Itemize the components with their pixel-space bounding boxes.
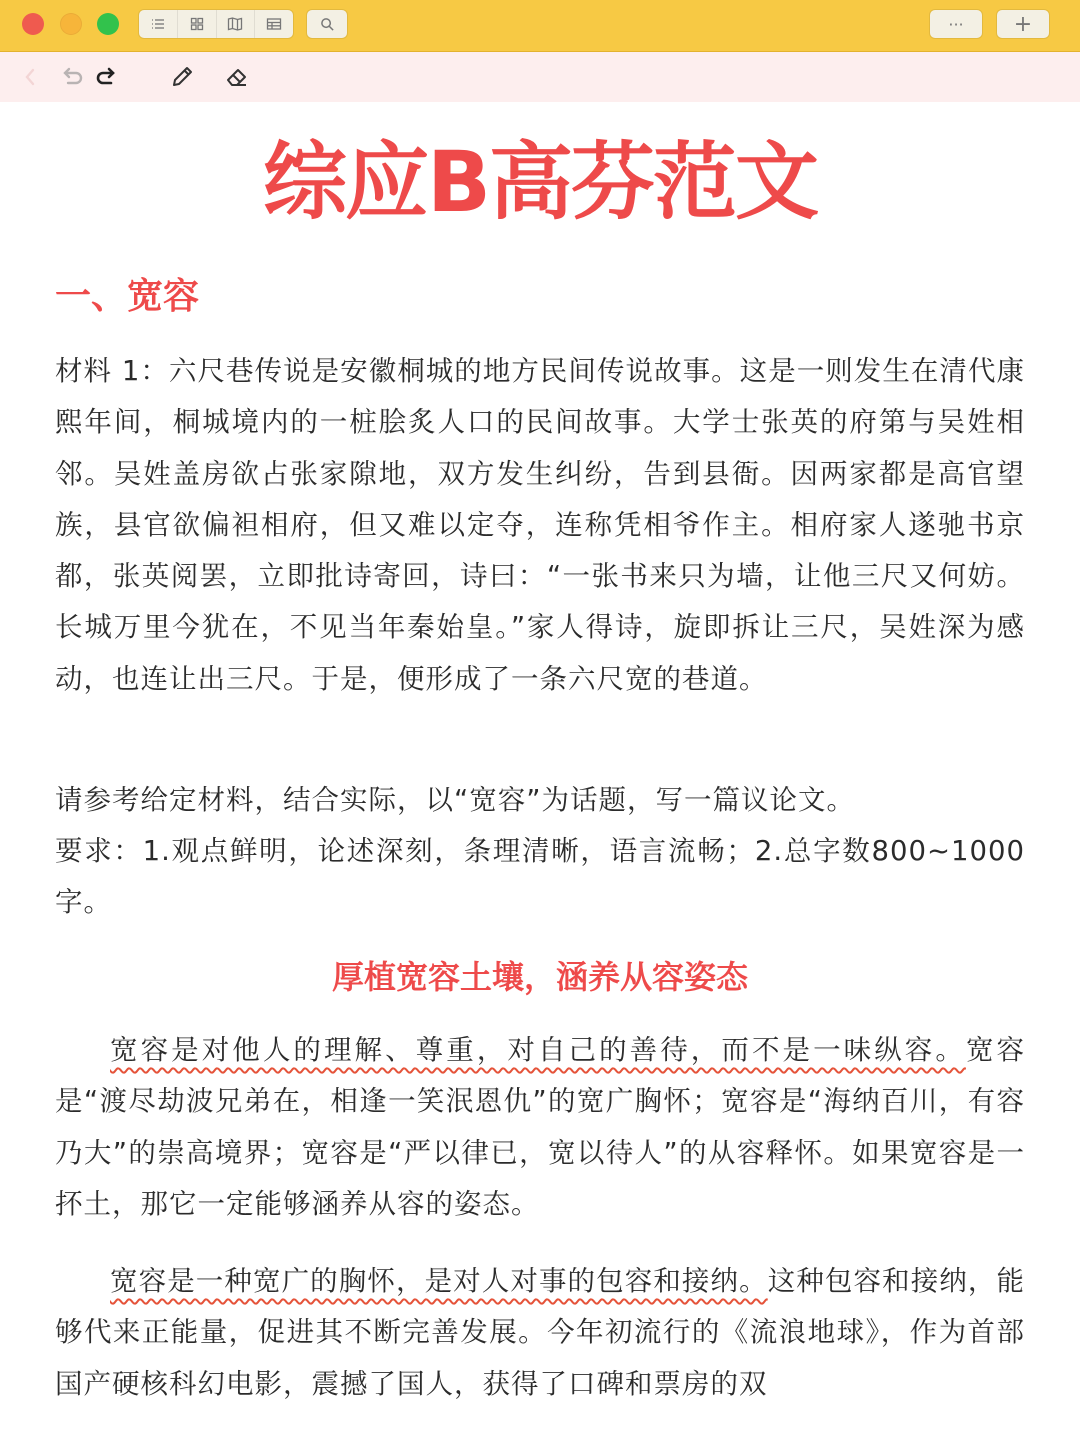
add-button[interactable] xyxy=(997,10,1049,38)
essay-title: 厚植宽容土壤，涵养从容姿态 xyxy=(331,958,748,996)
zoom-window-button[interactable] xyxy=(97,13,119,35)
underlined-sentence: 宽容是对他人的理解、尊重，对自己的善待，而不是一味纵容。 xyxy=(110,1034,966,1066)
paragraph-text: 宽容是“渡尽劫波兄弟在，相逢一笑泯恩仇”的宽广胸怀；宽容是“海纳百川，有容乃大”的崇高境界；宽容是“严以律已，宽以待人”的从容释怀。如果宽容是一抔土，那它一定能够涵养从容的姿态。 xyxy=(55,1034,1026,1220)
book-icon xyxy=(227,16,243,32)
pencil-icon xyxy=(169,64,195,90)
underlined-sentence: 宽容是一种宽广的胸怀，是对人对事的包容和接纳。 xyxy=(110,1265,768,1297)
more-options-button[interactable] xyxy=(930,10,982,38)
material-paragraph: 材料 1：六尺巷传说是安徽桐城的地方民间传说故事。这是一则发生在清代康熙年间，桐城境内的一桩脍炙人口的民间故事。大学士张英的府第与吴姓相邻。吴姓盖房欲占张家隙地，双方发生纠纷，告到县衙。因两家都是高官望族，县官欲偏袒相府，但又难以定夺，连称凭相爷作主。相府家人遂驰书京都，张英阅罢，立即批诗寄回，诗曰：“一张书来只为墙，让他三尺又何妨。长城万里今犹在，不见当年秦始皇。”家人得诗，旋即拆让三尺，吴姓深为感动，也连让出三尺。于是，便形成了一条六尺宽的巷道。 xyxy=(55,355,1025,695)
more-icon: ··· xyxy=(948,14,964,34)
close-window-button[interactable] xyxy=(22,13,44,35)
edit-toolbar xyxy=(0,52,1080,102)
paragraph-text: 这种包容和接纳，能够代来正能量，促进其不断完善发展。今年初流行的《流浪地球》，作为首部国产硬核科幻电影，震撼了国人，获得了口碑和票房的双 xyxy=(55,1265,1026,1400)
essay-paragraph-2 xyxy=(55,1256,1025,1410)
list-icon xyxy=(150,16,166,32)
view-mode-switcher xyxy=(139,10,293,38)
table-icon xyxy=(266,16,282,32)
table-view-button[interactable] xyxy=(255,10,293,38)
writing-prompt: 请参考给定材料，结合实际，以“宽容”为话题，写一篇议论文。 xyxy=(55,784,855,816)
back-button[interactable] xyxy=(18,64,44,90)
window-title-bar xyxy=(0,0,1080,52)
book-view-button[interactable] xyxy=(217,10,256,38)
back-icon xyxy=(18,64,44,90)
minimize-window-button[interactable] xyxy=(60,13,82,35)
undo-button[interactable] xyxy=(58,64,84,90)
list-view-button[interactable] xyxy=(139,10,178,38)
undo-icon xyxy=(58,64,84,90)
search-button[interactable] xyxy=(307,10,347,38)
grid-icon xyxy=(189,16,205,32)
eraser-tool-button[interactable] xyxy=(224,64,250,90)
writing-requirements: 要求：1.观点鲜明，论述深刻，条理清晰，语言流畅；2.总字数800~1000字。 xyxy=(55,835,1025,919)
redo-button[interactable] xyxy=(94,64,120,90)
document-title: 综应B高芬范文 xyxy=(262,133,818,231)
plus-icon: + xyxy=(1013,11,1033,37)
search-icon xyxy=(320,17,335,32)
section-heading: 一、宽容 xyxy=(55,276,200,317)
eraser-icon xyxy=(224,64,250,90)
essay-paragraph-1 xyxy=(55,1025,1025,1230)
grid-view-button[interactable] xyxy=(178,10,217,38)
pencil-tool-button[interactable] xyxy=(169,64,195,90)
redo-icon xyxy=(94,64,120,90)
